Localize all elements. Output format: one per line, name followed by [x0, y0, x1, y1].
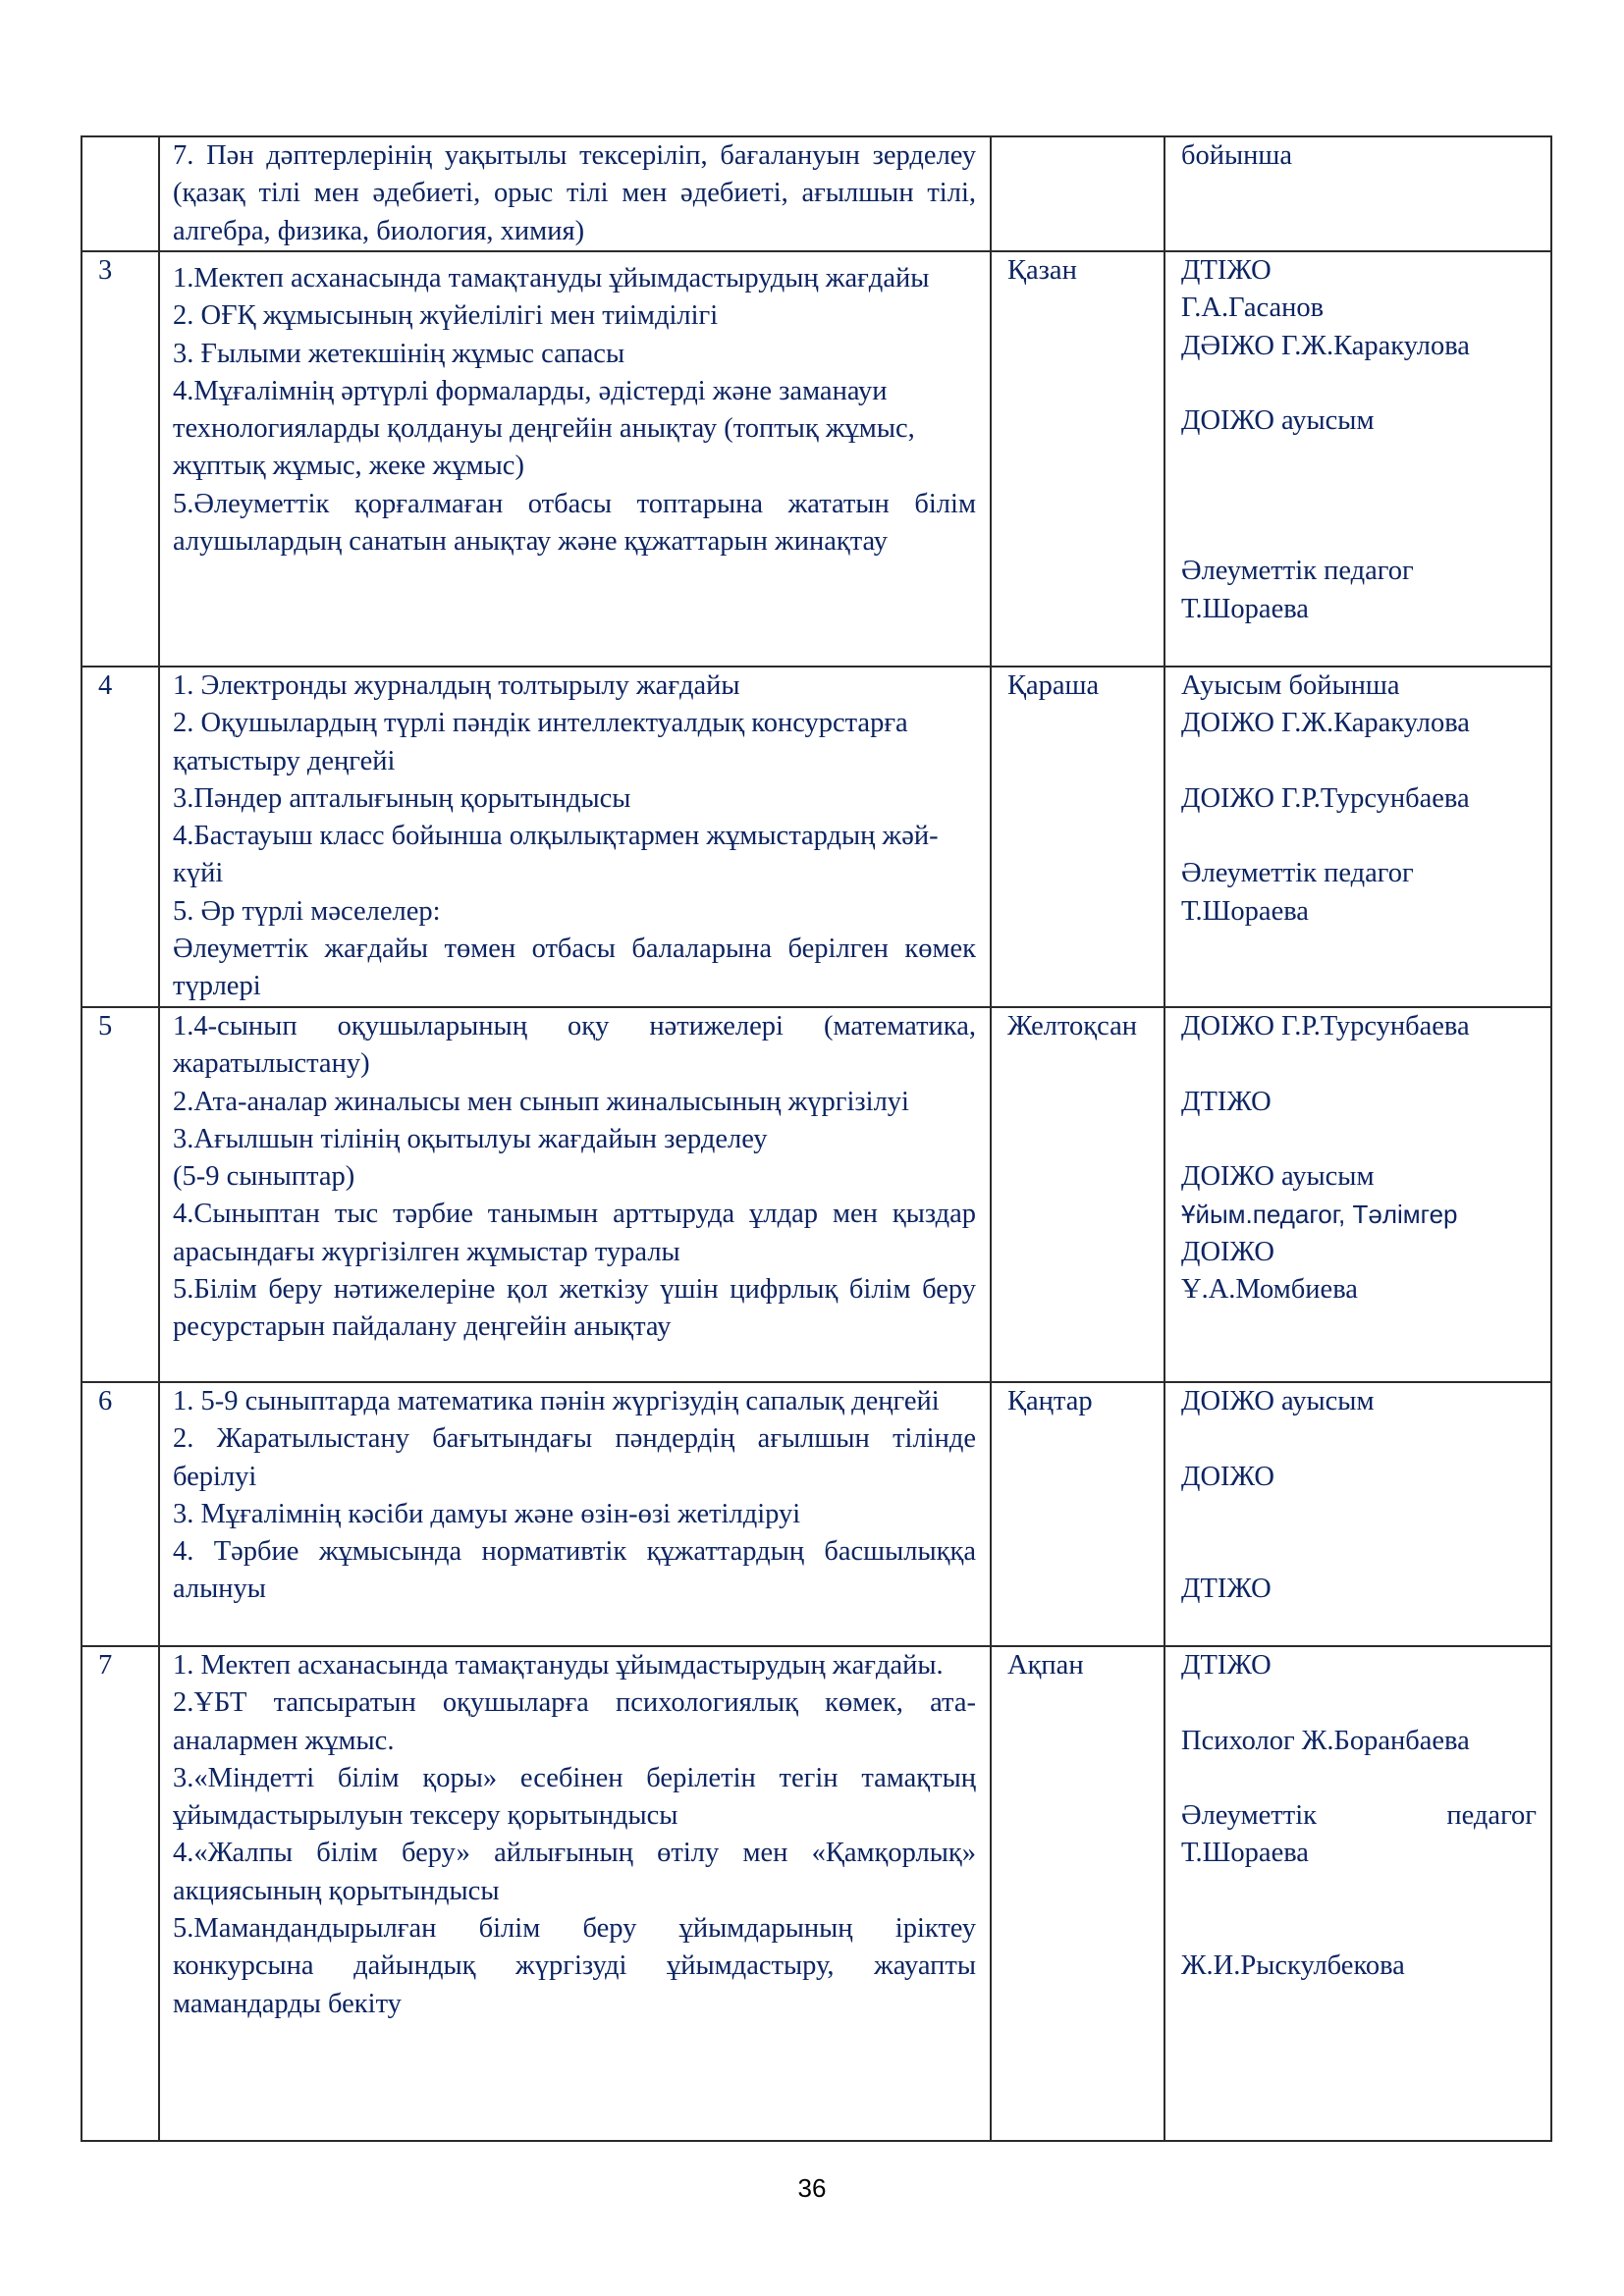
responsible-item: Әлеуметтік педагог: [1181, 556, 1414, 587]
control-plan-table: [81, 135, 1552, 2142]
row-tasks: [159, 251, 991, 667]
row-number: [81, 136, 159, 251]
spacer: [1181, 365, 1537, 402]
responsible-item: ДОІЖО ауысым: [1181, 1161, 1375, 1193]
responsible-word: Әлеуметтік: [1181, 1800, 1317, 1832]
row-month: Ақпан: [991, 1646, 1164, 2141]
row-tasks: [159, 667, 991, 1007]
table-row: [81, 667, 1551, 1007]
table-row: [81, 1007, 1551, 1382]
task-item: 2. Оқушылардың түрлі пәндік интеллектуалдық консурстарға қатыстыру деңгейі: [173, 708, 908, 776]
table-row: [81, 136, 1551, 251]
page-number: 36: [797, 2173, 827, 2203]
responsible-word: педагог: [1446, 1800, 1537, 1832]
responsible-item: ДТІЖО: [1181, 1650, 1272, 1681]
responsible-item: Ұйым.педагог, Тәлімгер: [1181, 1200, 1458, 1230]
task-item: 1.4-сынып оқушыларының оқу нәтижелері (математика, жаратылыстану): [173, 1011, 976, 1080]
row-month: [991, 136, 1164, 251]
task-item: 2.ҰБТ тапсыратын оқушыларға психологиялық көмек, ата- аналармен жұмыс.: [173, 1687, 976, 1756]
task-item: 3. Мұғалімнің кәсіби дамуы және өзін-өзі жетілдіруі: [173, 1498, 801, 1529]
responsible-item: ДТІЖО: [1181, 1086, 1272, 1117]
responsible-item-split: [1181, 1797, 1537, 1835]
responsible-item: ДОІЖО Г.Ж.Каракулова: [1181, 708, 1470, 739]
task-item: 3.«Міндетті білім қоры» есебінен берілетін тегін тамақтың ұйымдастырылуын тексеру қорытындысы: [173, 1762, 976, 1832]
row-number: 6: [81, 1382, 159, 1646]
responsible-item: Психолог Ж.Боранбаева: [1181, 1725, 1470, 1756]
row-number: 3: [81, 251, 159, 667]
responsible-item: ДОІЖО Г.Р.Турсунбаева: [1181, 1011, 1470, 1041]
table-row: [81, 1646, 1551, 2141]
row-responsible: [1164, 1007, 1551, 1382]
spacer: [1181, 818, 1537, 855]
responsible-item: бойынша: [1181, 140, 1292, 171]
row-number: 7: [81, 1646, 159, 2141]
task-item: 5.Білім беру нәтижелеріне қол жеткізу үшін цифрлық білім беру ресурстарын пайдалану деңгейін анықтау: [173, 1274, 976, 1343]
responsible-item: Ұ.А.Момбиева: [1181, 1274, 1358, 1306]
row-tasks: [159, 136, 991, 251]
spacer: [1181, 1045, 1537, 1083]
task-item: 7. Пән дәптерлерінің уақытылы тексеріліп, бағалануын зерделеу (қазақ тілі мен әдебиеті, орыс тілі мен әдебиеті, ағылшын тілі, алгебра, физика, биология, химия): [173, 140, 976, 246]
spacer: [1181, 743, 1537, 780]
task-item: 1.Мектеп асханасында тамақтануды ұйымдастырудың жағдайы: [173, 263, 930, 294]
row-tasks: [159, 1646, 991, 2141]
spacer: [1181, 1496, 1537, 1572]
task-item: 5. Әр түрлі мәселелер:: [173, 895, 441, 927]
row-responsible: [1164, 251, 1551, 667]
responsible-item: ДОІЖО: [1181, 1461, 1274, 1492]
row-number: 5: [81, 1007, 159, 1382]
responsible-item: ДТІЖО: [1181, 255, 1272, 286]
row-responsible: [1164, 1382, 1551, 1646]
responsible-item: ДТІЖО: [1181, 1574, 1272, 1605]
responsible-item: Ж.И.Рыскулбекова: [1181, 1950, 1405, 1982]
spacer: [1181, 1684, 1537, 1722]
responsible-item: Әлеуметтік педагог: [1181, 858, 1414, 889]
task-item: 5.Әлеуметтік қорғалмаған отбасы топтарына жататын білім алушылардың санатын анықтау және құжаттарын жинақтау: [173, 488, 976, 558]
responsible-item: Т.Шораева: [1181, 593, 1309, 624]
responsible-item: ДОІЖО ауысым: [1181, 405, 1375, 437]
responsible-item: Г.А.Гасанов: [1181, 293, 1325, 324]
responsible-item: Т.Шораева: [1181, 895, 1309, 927]
spacer: [1181, 1873, 1537, 1949]
task-item: (5-9 сыныптар): [173, 1161, 355, 1193]
row-month: Қазан: [991, 251, 1164, 667]
task-item: 4.Бастауыш класс бойынша олқылықтармен жұмыстардың жәй-күйі: [173, 821, 939, 889]
responsible-item: ДОІЖО: [1181, 1236, 1274, 1267]
task-item: 3.Ағылшын тілінің оқытылуы жағдайын зерделеу: [173, 1123, 768, 1154]
table-row: [81, 251, 1551, 667]
task-item: 5.Мамандандырылған білім беру ұйымдарының іріктеу конкурсына дайындық жүргізуді ұйымдастыру, жауапты мамандарды бекіту: [173, 1913, 976, 2019]
row-tasks: [159, 1007, 991, 1382]
task-item: 4.Мұғалімнің әртүрлі формаларды, әдістерді және заманауи технологияларды қолдануы деңгейін анықтау (топтық жұмыс, жұптық жұмыс, жеке жұмыс): [173, 375, 915, 482]
task-item: 1. Электронды журналдың толтырылу жағдайы: [173, 670, 740, 701]
task-item: 4. Тәрбие жұмысында нормативтік құжаттардың басшылыққа алынуы: [173, 1536, 976, 1605]
responsible-item: ДӘІЖО Г.Ж.Каракулова: [1181, 330, 1470, 361]
responsible-item: Т.Шораева: [1181, 1838, 1309, 1869]
spacer: [1181, 1760, 1537, 1797]
spacer: [1181, 440, 1537, 553]
spacer: [1181, 1121, 1537, 1158]
row-month: Желтоқсан: [991, 1007, 1164, 1382]
row-number: 4: [81, 667, 159, 1007]
responsible-item: ДОІЖО Г.Р.Турсунбаева: [1181, 782, 1470, 814]
row-month: Қаңтар: [991, 1382, 1164, 1646]
responsible-item: Ауысым бойынша: [1181, 670, 1400, 701]
row-month: Қараша: [991, 667, 1164, 1007]
task-item: 2.Ата-аналар жиналысы мен сынып жиналысының жүргізілуі: [173, 1086, 909, 1117]
task-item: 2. ОҒҚ жұмысының жүйелілігі мен тиімділігі: [173, 300, 719, 332]
task-item: 1. 5-9 сыныптарда математика пәнін жүргізудің сапалық деңгейі: [173, 1386, 940, 1416]
responsible-item: ДОІЖО ауысым: [1181, 1386, 1375, 1416]
row-tasks: [159, 1382, 991, 1646]
row-responsible: [1164, 136, 1551, 251]
table-row: [81, 1382, 1551, 1646]
task-item: 3. Ғылыми жетекшінің жұмыс сапасы: [173, 338, 625, 369]
task-item: Әлеуметтік жағдайы төмен отбасы балаларына берілген көмек түрлері: [173, 934, 976, 1002]
task-item: 2. Жаратылыстану бағытындағы пәндердің ағылшын тілінде берілуі: [173, 1423, 976, 1492]
row-responsible: [1164, 1646, 1551, 2141]
row-responsible: [1164, 667, 1551, 1007]
task-item: 4.Сыныптан тыс тәрбие танымын арттыруда ұлдар мен қыздар арасындағы жүргізілген жұмыстар туралы: [173, 1199, 976, 1267]
task-item: 4.«Жалпы білім беру» айлығының өтілу мен «Қамқорлық» акциясының қорытындысы: [173, 1838, 976, 1906]
task-item: 3.Пәндер апталығының қорытындысы: [173, 782, 631, 814]
spacer: [1181, 1420, 1537, 1458]
task-item: 1. Мектеп асханасында тамақтануды ұйымдастырудың жағдайы.: [173, 1650, 944, 1681]
